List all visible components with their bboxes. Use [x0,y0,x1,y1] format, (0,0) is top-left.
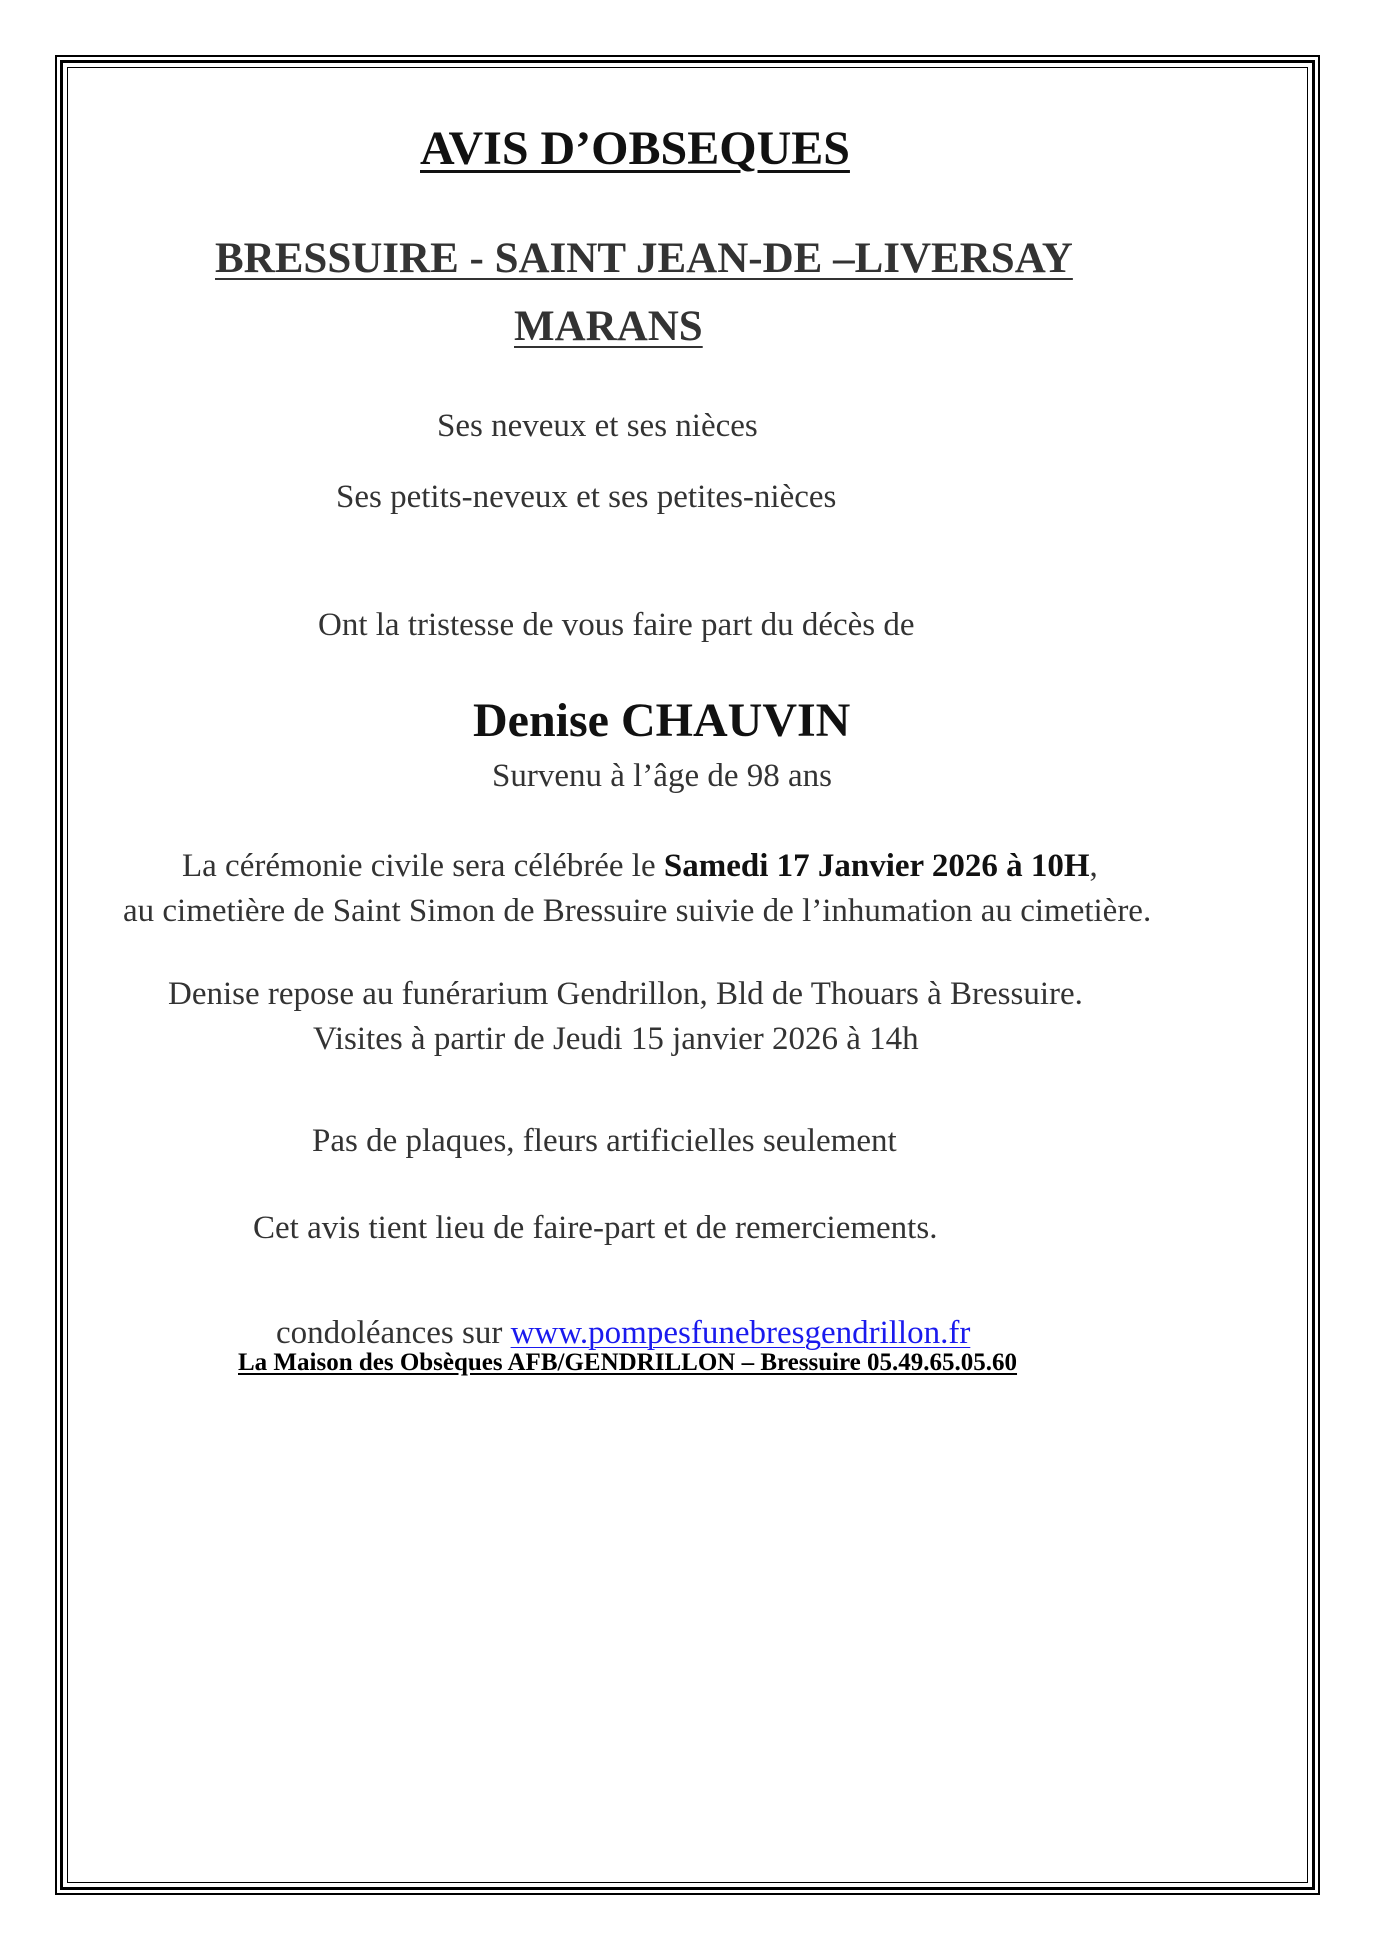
condolences-link[interactable]: www.pompesfunebresgendrillon.fr [510,1315,971,1351]
ceremony-suffix: , [1089,848,1098,884]
condolences-prefix: condoléances sur [276,1315,511,1351]
flowers-note: Pas de plaques, fleurs artificielles seulement [312,1123,897,1159]
family-line-1: Ses neveux et ses nièces [437,408,758,444]
places-line-2: MARANS [514,303,703,350]
places-line-1: BRESSUIRE - SAINT JEAN-DE –LIVERSAY [215,235,1073,282]
rest-line-2: Visites à partir de Jeudi 15 janvier 2026 à 14h [313,1021,919,1057]
deceased-name: Denise CHAUVIN [473,694,851,747]
age-line: Survenu à l’âge de 98 ans [492,758,832,794]
condolences-line [276,1317,970,1350]
ceremony-line-1 [182,850,1098,883]
rest-line-1: Denise repose au funérarium Gendrillon, Bld de Thouars à Bressuire. [168,976,1083,1012]
ceremony-line-2: au cimetière de Saint Simon de Bressuire suivie de l’inhumation au cimetière. [123,893,1152,929]
ceremony-prefix: La cérémonie civile sera célébrée le [182,848,664,884]
ceremony-date: Samedi 17 Janvier 2026 à 10H [663,848,1090,884]
notice-title: AVIS D’OBSEQUES [420,122,850,175]
funeral-home-footer: La Maison des Obsèques AFB/GENDRILLON – Bressuire 05.49.65.05.60 [238,1349,1018,1376]
thanks-note: Cet avis tient lieu de faire-part et de remerciements. [253,1210,938,1246]
family-line-2: Ses petits-neveux et ses petites-nièces [336,479,837,515]
announcement-text: Ont la tristesse de vous faire part du décès de [318,607,915,643]
